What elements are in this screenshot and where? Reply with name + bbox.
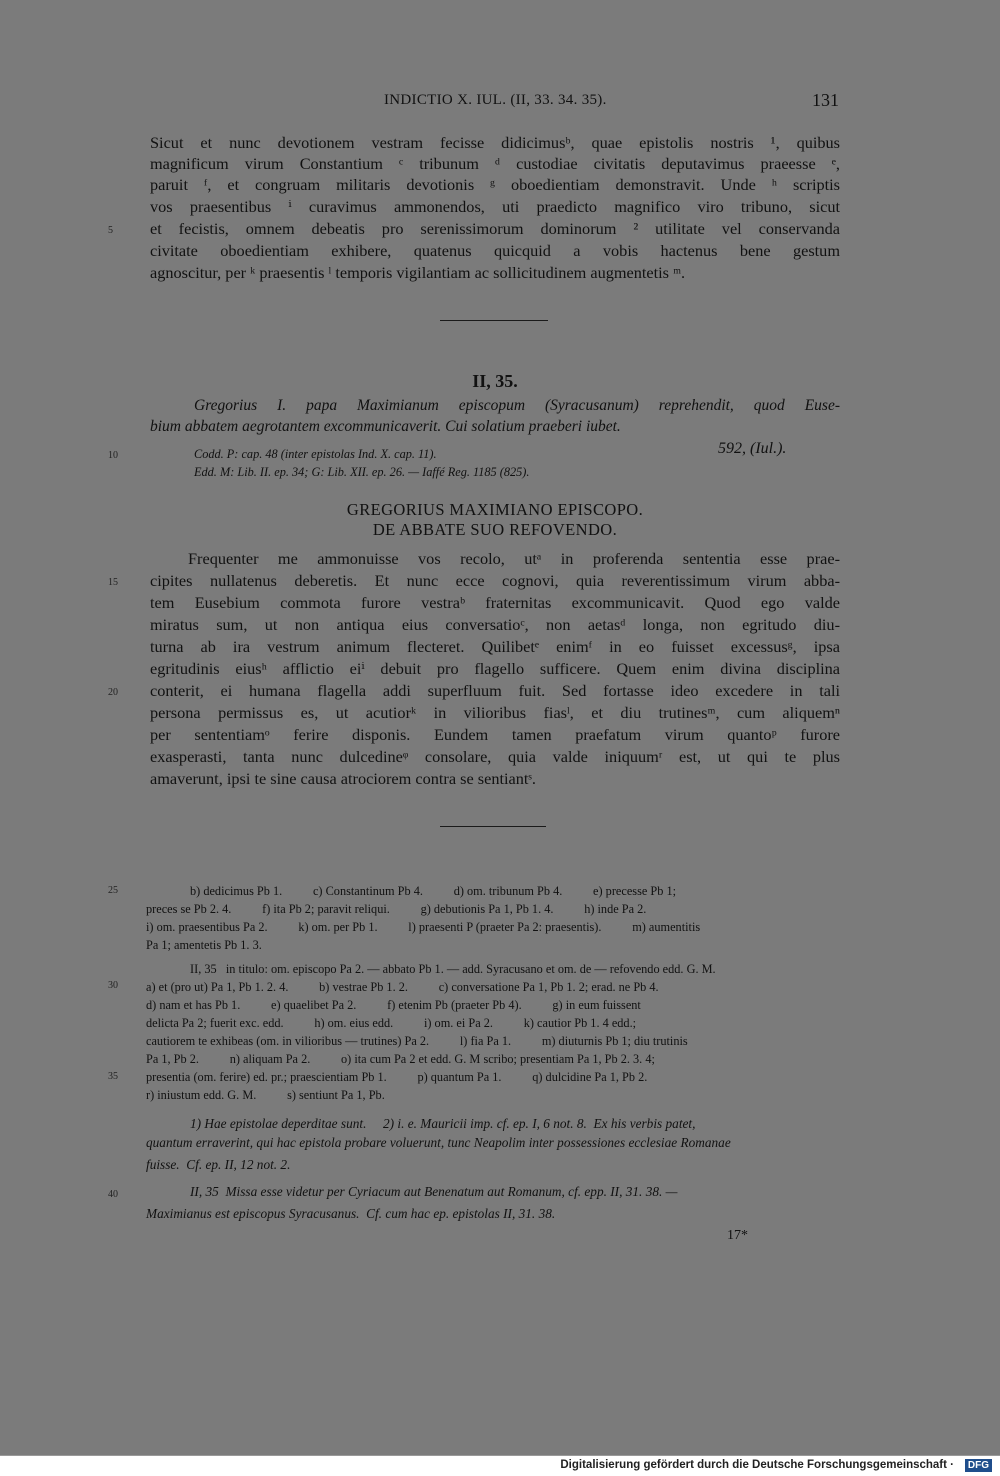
line-number: 20 xyxy=(108,687,118,698)
text-line: agnoscitur, per ᵏ praesentis ˡ temporis vigilantiam ac sollicitudinem augmentetis ᵐ. xyxy=(150,263,686,282)
text-line: tem Eusebium commota furore vestraᵇ fraternitas excommunicavit. Quod ego valde xyxy=(150,593,840,612)
dfg-logo-icon: DFG xyxy=(965,1459,992,1472)
note-line: Maximianus est episcopus Syracusanus. Cf. cum hac ep. epistolas II, 31. 38. xyxy=(146,1206,556,1221)
apparatus-line: cautiorem te exhibeas (om. in vilioribus — trutines) Pa 2. l) fia Pa 1. m) diuturnis Pb 1; diu trutinis xyxy=(146,1034,688,1048)
text-line: egritudinis eiusʰ afflictio eiⁱ debuit pro flagello sufficere. Quem enim divina disciplina xyxy=(150,659,840,678)
apparatus-line: preces se Pb 2. 4. f) ita Pb 2; paravit reliqui. g) debutionis Pa 1, Pb 1. 4. h) inde Pa 2. xyxy=(146,902,647,916)
separator-rule xyxy=(440,320,548,321)
apparatus-line: i) om. praesentibus Pa 2. k) om. per Pb 1. l) praesenti P (praeter Pa 2: praesentis). m) aumentitis xyxy=(146,920,701,934)
text-line: conterit, ei humana flagella addi superfluum fuit. Sed fortasse ideo excedere in tali xyxy=(150,681,840,700)
running-title: INDICTIO X. IUL. (II, 33. 34. 35). xyxy=(384,92,607,108)
signature-mark: 17* xyxy=(727,1228,748,1243)
apparatus-line: delicta Pa 2; fuerit exc. edd. h) om. eius edd. i) om. ei Pa 2. k) cautior Pb 1. 4 edd.; xyxy=(146,1016,637,1030)
text-line: Sicut et nunc devotionem vestram fecisse didicimusᵇ, quae epistolis nostris ¹, quibus xyxy=(150,133,840,152)
note-line: fuisse. Cf. ep. II, 12 not. 2. xyxy=(146,1157,291,1172)
text-line: per sententiamᵒ ferire disponis. Eundem tamen praefatum virum quantoᵖ furore xyxy=(150,725,840,744)
apparatus-line: r) iniustum edd. G. M. s) sentiunt Pa 1, Pb. xyxy=(146,1088,385,1102)
apparatus-line: presentia (om. ferire) ed. pr.; praescientiam Pb 1. p) quantum Pa 1. q) dulcidine Pa 1, Pb 2. xyxy=(146,1070,648,1084)
text-line: vos praesentibus ⁱ curavimus ammonendos, uti praedicto magnifico viro tribuno, sicut xyxy=(150,197,840,216)
apparatus-line: Pa 1, Pb 2. n) aliquam Pa 2. o) ita cum Pa 2 et edd. G. M scribo; presentiam Pa 1, Pb 2. 3. 4; xyxy=(146,1052,655,1066)
apparatus-line: Pa 1; amentetis Pb 1. 3. xyxy=(146,938,262,952)
text-line: et fecistis, omnem debeatis pro serenissimorum dominorum ² utilitate vel conservanda xyxy=(150,219,840,238)
page-number: 131 xyxy=(812,90,839,110)
footer-text: Digitalisierung gefördert durch die Deutsche Forschungsgemeinschaft · xyxy=(560,1459,954,1471)
letter-summary-line: bium abbatem aegrotantem excommunicaverit. Cui solatium praeberi iubet. xyxy=(150,418,621,435)
note-line: 1) Hae epistolae deperditae sunt. 2) i. e. Mauricii imp. cf. ep. I, 6 not. 8. Ex his verbis patet, xyxy=(190,1116,696,1131)
footer-bar xyxy=(0,1455,1000,1476)
line-number: 35 xyxy=(108,1071,118,1082)
apparatus-line: b) dedicimus Pb 1. c) Constantinum Pb 4. d) om. tribunum Pb 4. e) precesse Pb 1; xyxy=(190,884,677,898)
text-line: miratus sum, ut non antiqua eius conversatioᶜ, non aetasᵈ longa, non egritudo diu- xyxy=(150,615,840,634)
line-number: 5 xyxy=(108,225,113,236)
letter-number: II, 35. xyxy=(472,371,518,391)
line-number: 30 xyxy=(108,980,118,991)
text-line: turna ab ira vestrum animum flecteret. Quilibetᵉ enimᶠ in eo fuisset excessusᵍ, ipsa xyxy=(150,637,840,656)
text-line: civitate oboedientiam exhibere, quatenus quicquid a vobis hactenus bene gestum xyxy=(150,241,840,260)
letter-heading: GREGORIUS MAXIMIANO EPISCOPO. xyxy=(346,500,644,519)
apparatus-line: II, 35 in titulo: om. episcopo Pa 2. — abbato Pb 1. — add. Syracusano et om. de — refovendo edd. G. M. xyxy=(190,962,716,976)
line-number: 15 xyxy=(108,577,118,588)
apparatus-line: a) et (pro ut) Pa 1, Pb 1. 2. 4. b) vestrae Pb 1. 2. c) conversatione Pa 1, Pb 1. 2; erad. ne Pb 4. xyxy=(146,980,659,994)
separator-rule xyxy=(440,826,546,827)
letter-heading: DE ABBATE SUO REFOVENDO. xyxy=(372,520,618,539)
note-line: quantum erraverint, qui hac epistola probare voluerunt, tunc Neapolim inter possessiones ecclesiae Romanae xyxy=(146,1135,731,1150)
text-line: exasperasti, tanta nunc dulcedineᵠ consolare, quia valde iniquumʳ est, ut qui te plus xyxy=(150,747,840,766)
codices-line: Codd. P: cap. 48 (inter epistolas Ind. X. cap. 11). xyxy=(194,447,437,461)
text-line: amaverunt, ipsi te sine causa atrociorem contra se sentiantˢ. xyxy=(150,769,536,788)
line-number: 10 xyxy=(108,450,118,461)
apparatus-line: d) nam et has Pb 1. e) quaelibet Pa 2. f) etenim Pb (praeter Pb 4). g) in eum fuissent xyxy=(146,998,641,1012)
text-line: cipites nullatenus deberetis. Et nunc ecce cognovi, quia reverentissimum virum abba- xyxy=(150,571,840,590)
text-line: Frequenter me ammonuisse vos recolo, utᵃ in proferenda sententia esse prae- xyxy=(188,549,840,568)
letter-date: 592, (Iul.). xyxy=(718,440,787,457)
letter-summary-line: Gregorius I. papa Maximianum episcopum (Syracusanum) reprehendit, quod Euse- xyxy=(194,397,840,414)
line-number: 25 xyxy=(108,885,118,896)
line-number: 40 xyxy=(108,1189,118,1200)
text-line: magnificum virum Constantium ᶜ tribunum ᵈ custodiae civitatis deputavimus praeesse ᵉ, xyxy=(150,154,840,173)
text-line: paruit ᶠ, et congruam militaris devotionis ᵍ oboedientiam demonstravit. Unde ʰ scriptis xyxy=(150,175,840,194)
text-line: persona permissus es, ut acutiorᵏ in vilioribus fiasˡ, et diu trutinesᵐ, cum aliquemⁿ xyxy=(150,703,840,722)
note-line: II, 35 Missa esse videtur per Cyriacum aut Benenatum aut Romanum, cf. epp. II, 31. 38. — xyxy=(190,1184,678,1199)
editions-line: Edd. M: Lib. II. ep. 34; G: Lib. XII. ep. 26. — Iaffé Reg. 1185 (825). xyxy=(194,465,530,479)
